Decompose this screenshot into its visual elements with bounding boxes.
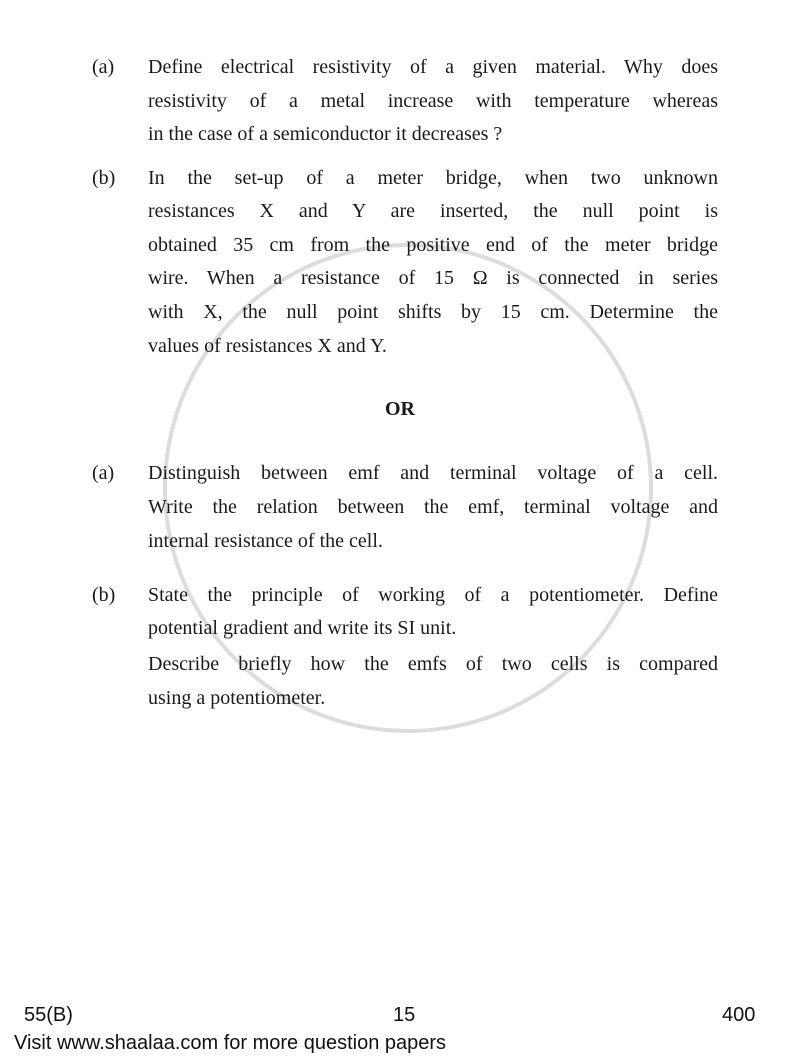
question-text-line: obtained 35 cm from the positive end of the meter bridge bbox=[148, 234, 718, 256]
question-text-line: Describe briefly how the emfs of two cells is compared bbox=[148, 653, 718, 675]
paper-code: 55(B) bbox=[24, 1004, 73, 1026]
or-separator: OR bbox=[385, 398, 415, 420]
question-text-line: In the set-up of a meter bridge, when two unknown bbox=[148, 167, 718, 189]
question-text-line: values of resistances X and Y. bbox=[148, 335, 387, 357]
page-number: 15 bbox=[393, 1004, 416, 1026]
question-text-line: resistances X and Y are inserted, the null point is bbox=[148, 200, 718, 222]
question-label: (a) bbox=[92, 462, 115, 484]
visit-link[interactable]: Visit www.shaalaa.com for more question papers bbox=[14, 1032, 447, 1054]
question-label: (b) bbox=[92, 584, 116, 606]
question-text-line: wire. When a resistance of 15 Ω is connected in series bbox=[148, 267, 718, 289]
question-text-line: resistivity of a metal increase with temperature whereas bbox=[148, 90, 718, 112]
question-text-line: Write the relation between the emf, terminal voltage and bbox=[148, 496, 718, 518]
question-label: (b) bbox=[92, 167, 116, 189]
question-text-line: in the case of a semiconductor it decreases ? bbox=[148, 123, 503, 145]
question-text-line: potential gradient and write its SI unit. bbox=[148, 617, 457, 639]
question-text-line: Define electrical resistivity of a given material. Why does bbox=[148, 56, 718, 78]
question-text-line: with X, the null point shifts by 15 cm. Determine the bbox=[148, 301, 718, 323]
question-text-line: State the principle of working of a potentiometer. Define bbox=[148, 584, 718, 606]
print-count: 400 bbox=[722, 1004, 756, 1026]
question-text-line: internal resistance of the cell. bbox=[148, 530, 383, 552]
question-text-line: using a potentiometer. bbox=[148, 687, 326, 709]
question-text-line: Distinguish between emf and terminal voltage of a cell. bbox=[148, 462, 718, 484]
question-label: (a) bbox=[92, 56, 115, 78]
